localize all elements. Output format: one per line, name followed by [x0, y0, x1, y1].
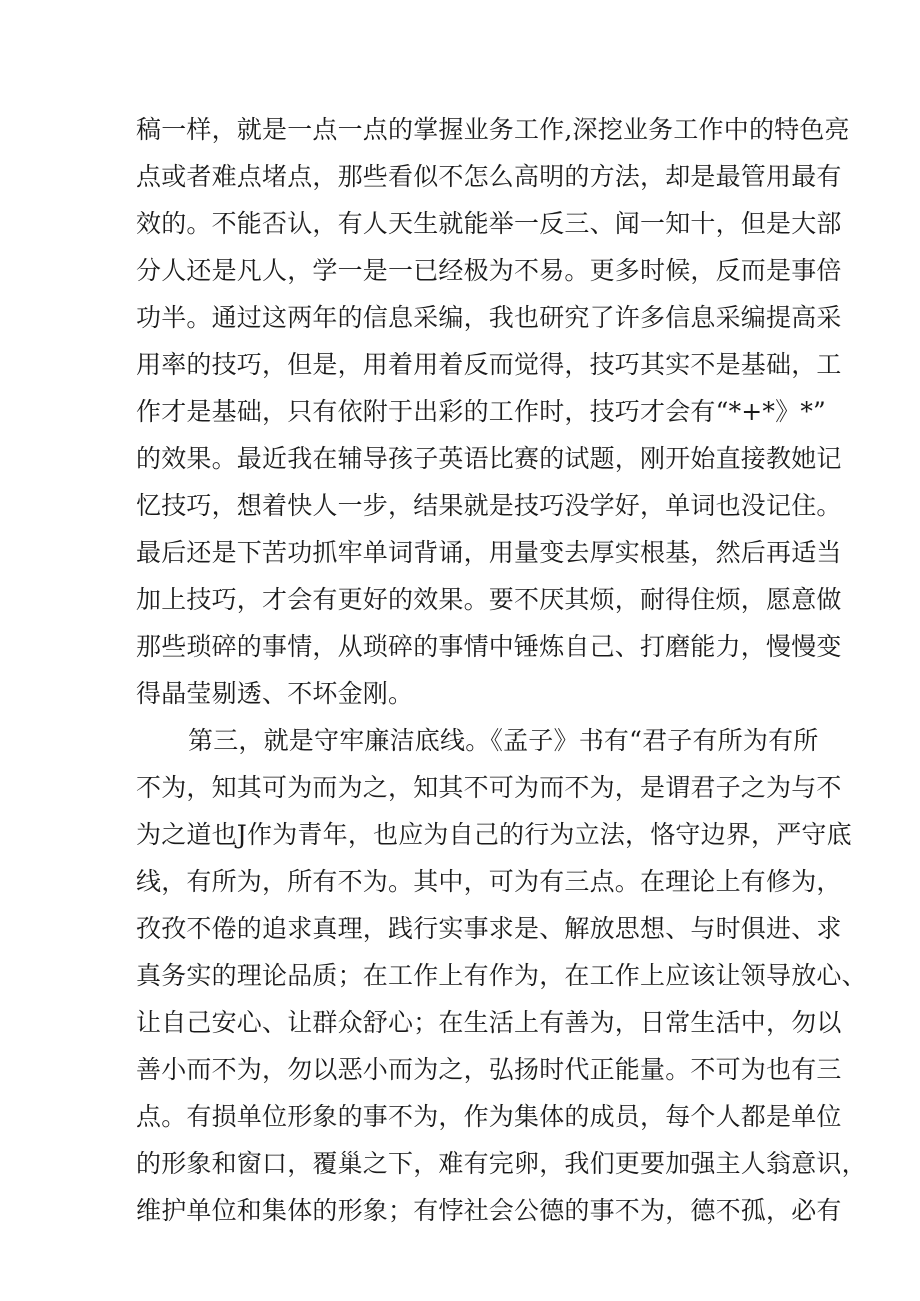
- paragraph-1: [136, 106, 850, 717]
- text-line: 分人还是凡人，学一是一已经极为不易。更多时候，反而是事倍: [136, 256, 842, 285]
- text-line-indented: 第三，就是守牢廉洁底线。《孟子》书有“君子有所为有所: [188, 726, 819, 755]
- text-line: 线，有所为，所有不为。其中，可为有三点。在理论上有修为，: [136, 867, 842, 896]
- text-line: 孜孜不倦的追求真理，践行实事求是、解放思想、与时俱进、求: [136, 914, 842, 943]
- text-line: 那些琐碎的事情，从琐碎的事情中锤炼自己、打磨能力，慢慢变: [136, 632, 842, 661]
- text-line: 忆技巧，想着快人一步，结果就是技巧没学好，单词也没记住。: [136, 491, 842, 520]
- paragraph-2: [136, 717, 867, 1234]
- text-line: 最后还是下苦功抓牢单词背诵，用量变去厚实根基，然后再适当: [136, 538, 842, 567]
- text-line: 的形象和窗口，覆巢之下，难有完卵，我们更要加强主人翁意识，: [136, 1149, 867, 1178]
- text-line: 真务实的理论品质；在工作上有作为，在工作上应该让领导放心、: [136, 961, 867, 990]
- text-line: 效的。不能否认，有人天生就能举一反三、闻一知十，但是大部: [136, 209, 842, 238]
- text-line: 点或者难点堵点，那些看似不怎么高明的方法，却是最管用最有: [136, 162, 842, 191]
- text-line: 的效果。最近我在辅导孩子英语比赛的试题，刚开始直接教她记: [136, 444, 842, 473]
- text-line: 善小而不为，勿以恶小而为之，弘扬时代正能量。不可为也有三: [136, 1055, 842, 1084]
- text-line: 稿一样，就是一点一点的掌握业务工作,深挖业务工作中的特色亮: [136, 115, 850, 144]
- text-line: 点。有损单位形象的事不为，作为集体的成员，每个人都是单位: [136, 1102, 842, 1131]
- text-line: 功半。通过这两年的信息采编，我也研究了许多信息采编提高采: [136, 303, 842, 332]
- text-line: 作才是基础，只有依附于出彩的工作时，技巧才会有“*+*》*”: [136, 397, 827, 426]
- text-line: 得晶莹剔透、不坏金刚。: [136, 679, 414, 708]
- text-line: 加上技巧，才会有更好的效果。要不厌其烦，耐得住烦，愿意做: [136, 585, 842, 614]
- body-text: [136, 106, 867, 1234]
- text-line: 维护单位和集体的形象；有悖社会公德的事不为，德不孤，必有: [136, 1196, 842, 1225]
- text-line: 用率的技巧，但是，用着用着反而觉得，技巧其实不是基础，工: [136, 350, 842, 379]
- text-line: 为之道也J作为青年，也应为自己的行为立法，恪守边界，严守底: [136, 820, 852, 849]
- text-line: 让自己安心、让群众舒心；在生活上有善为，日常生活中，勿以: [136, 1008, 842, 1037]
- text-line: 不为，知其可为而为之，知其不可为而不为，是谓君子之为与不: [136, 773, 842, 802]
